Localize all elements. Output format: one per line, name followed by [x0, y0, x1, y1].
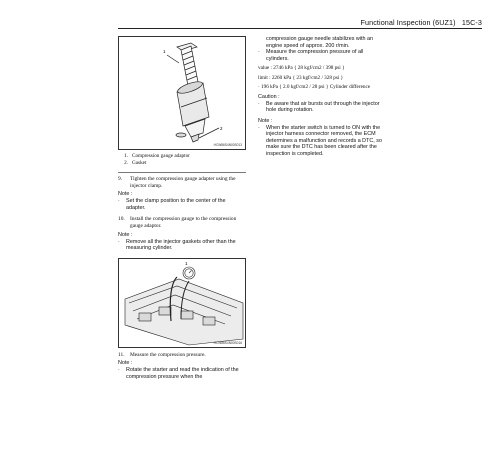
- caption-text: Compression gauge adaptor: [132, 153, 190, 159]
- callout-2: 2: [220, 126, 223, 131]
- bullet-text: When the starter switch is turned to ON with the injector harness connector removed, the ECM determines a malfunction and records a DTC, so make sure the DTC has been cleared after the inspection is completed.: [266, 124, 382, 157]
- note-title: Note :: [118, 360, 133, 367]
- caption-text: Gasket: [132, 159, 147, 166]
- step-10-block: [118, 216, 246, 251]
- note-bullet: [118, 239, 246, 252]
- note-title: Note :: [118, 231, 133, 238]
- note-title: Note :: [258, 117, 273, 124]
- caption-num: 1.: [124, 153, 128, 159]
- step-text: Install the compression gauge to the compression gauge adaptor.: [130, 216, 237, 229]
- step-number: 10.: [118, 216, 125, 223]
- bullet-mark: ·: [118, 198, 120, 205]
- spec-value: value : 2746 kPa { 28 kgf/cm2 / 398 psi }: [258, 65, 345, 71]
- figure-adaptor: [118, 36, 246, 150]
- note-bullet: [258, 49, 386, 62]
- step-9-block: [118, 172, 246, 211]
- bullet-mark: ·: [258, 100, 260, 107]
- bullet-mark: ·: [118, 367, 120, 374]
- bullet-text: Set the clamp position to the center of the adapter.: [126, 198, 226, 211]
- callout-1: 1: [163, 49, 166, 54]
- bullet-spacer: [258, 36, 266, 49]
- left-column: [118, 36, 246, 380]
- step-9: [118, 176, 246, 189]
- bullet-mark: ·: [258, 124, 260, 131]
- note-continuation: [258, 36, 386, 49]
- page-number: 15C-3: [461, 18, 482, 27]
- bullet-text: compression gauge needle stabilizes with an engine speed of approx. 200 r/min.: [266, 36, 373, 49]
- bullet-text: Rotate the starter and read the indication of the compression pressure when the: [126, 367, 239, 380]
- figure-captions: [118, 153, 246, 166]
- figure-code: HCW86S4N00S013: [213, 143, 242, 147]
- note-bullet: [118, 367, 246, 380]
- figure-engine: [118, 258, 246, 348]
- caption-num: 2.: [124, 159, 128, 166]
- caution-bullet: [258, 101, 386, 114]
- bullet-mark: ·: [118, 238, 120, 245]
- step-10: [118, 216, 246, 229]
- section-title: Functional Inspection (6UZ1): [360, 18, 456, 27]
- page-header: [361, 18, 482, 27]
- step-number: 9.: [118, 176, 123, 183]
- bullet-text: Measure the compression pressure of all cylinders.: [266, 49, 364, 62]
- caution-title: Caution :: [258, 93, 280, 100]
- engine-illustration: [119, 259, 247, 347]
- step-11-block: [118, 352, 246, 381]
- caption-row: [118, 153, 246, 160]
- bullet-text: Remove all the injector gaskets other than the measuring cylinder.: [126, 238, 236, 252]
- caption-row: [118, 160, 246, 167]
- note-bullet: [258, 125, 386, 158]
- step-number: 11.: [118, 351, 125, 358]
- spec-limit: limit : 2260 kPa { 23 kgf/cm2 / 328 psi }: [258, 74, 344, 81]
- step-11: [118, 352, 246, 359]
- figure-code: HCW86S4N00S016: [213, 340, 242, 345]
- spec-difference: · 196 kPa { 2.0 kgf/cm2 / 28 psi } Cylinder difference: [258, 84, 371, 91]
- bullet-mark: ·: [258, 49, 260, 55]
- header-rule: [118, 28, 482, 29]
- callout-1: 1: [185, 260, 188, 266]
- note-title: Note :: [118, 191, 133, 198]
- adaptor-illustration: [119, 37, 247, 149]
- bullet-text: Be aware that air bursts out through the injector hole during rotation.: [266, 100, 380, 114]
- right-column: [258, 36, 386, 157]
- step-text: Tighten the compression gauge adapter using the injector clamp.: [130, 176, 236, 189]
- note-bullet: [118, 198, 246, 211]
- step-text: Measure the compression pressure.: [130, 351, 206, 358]
